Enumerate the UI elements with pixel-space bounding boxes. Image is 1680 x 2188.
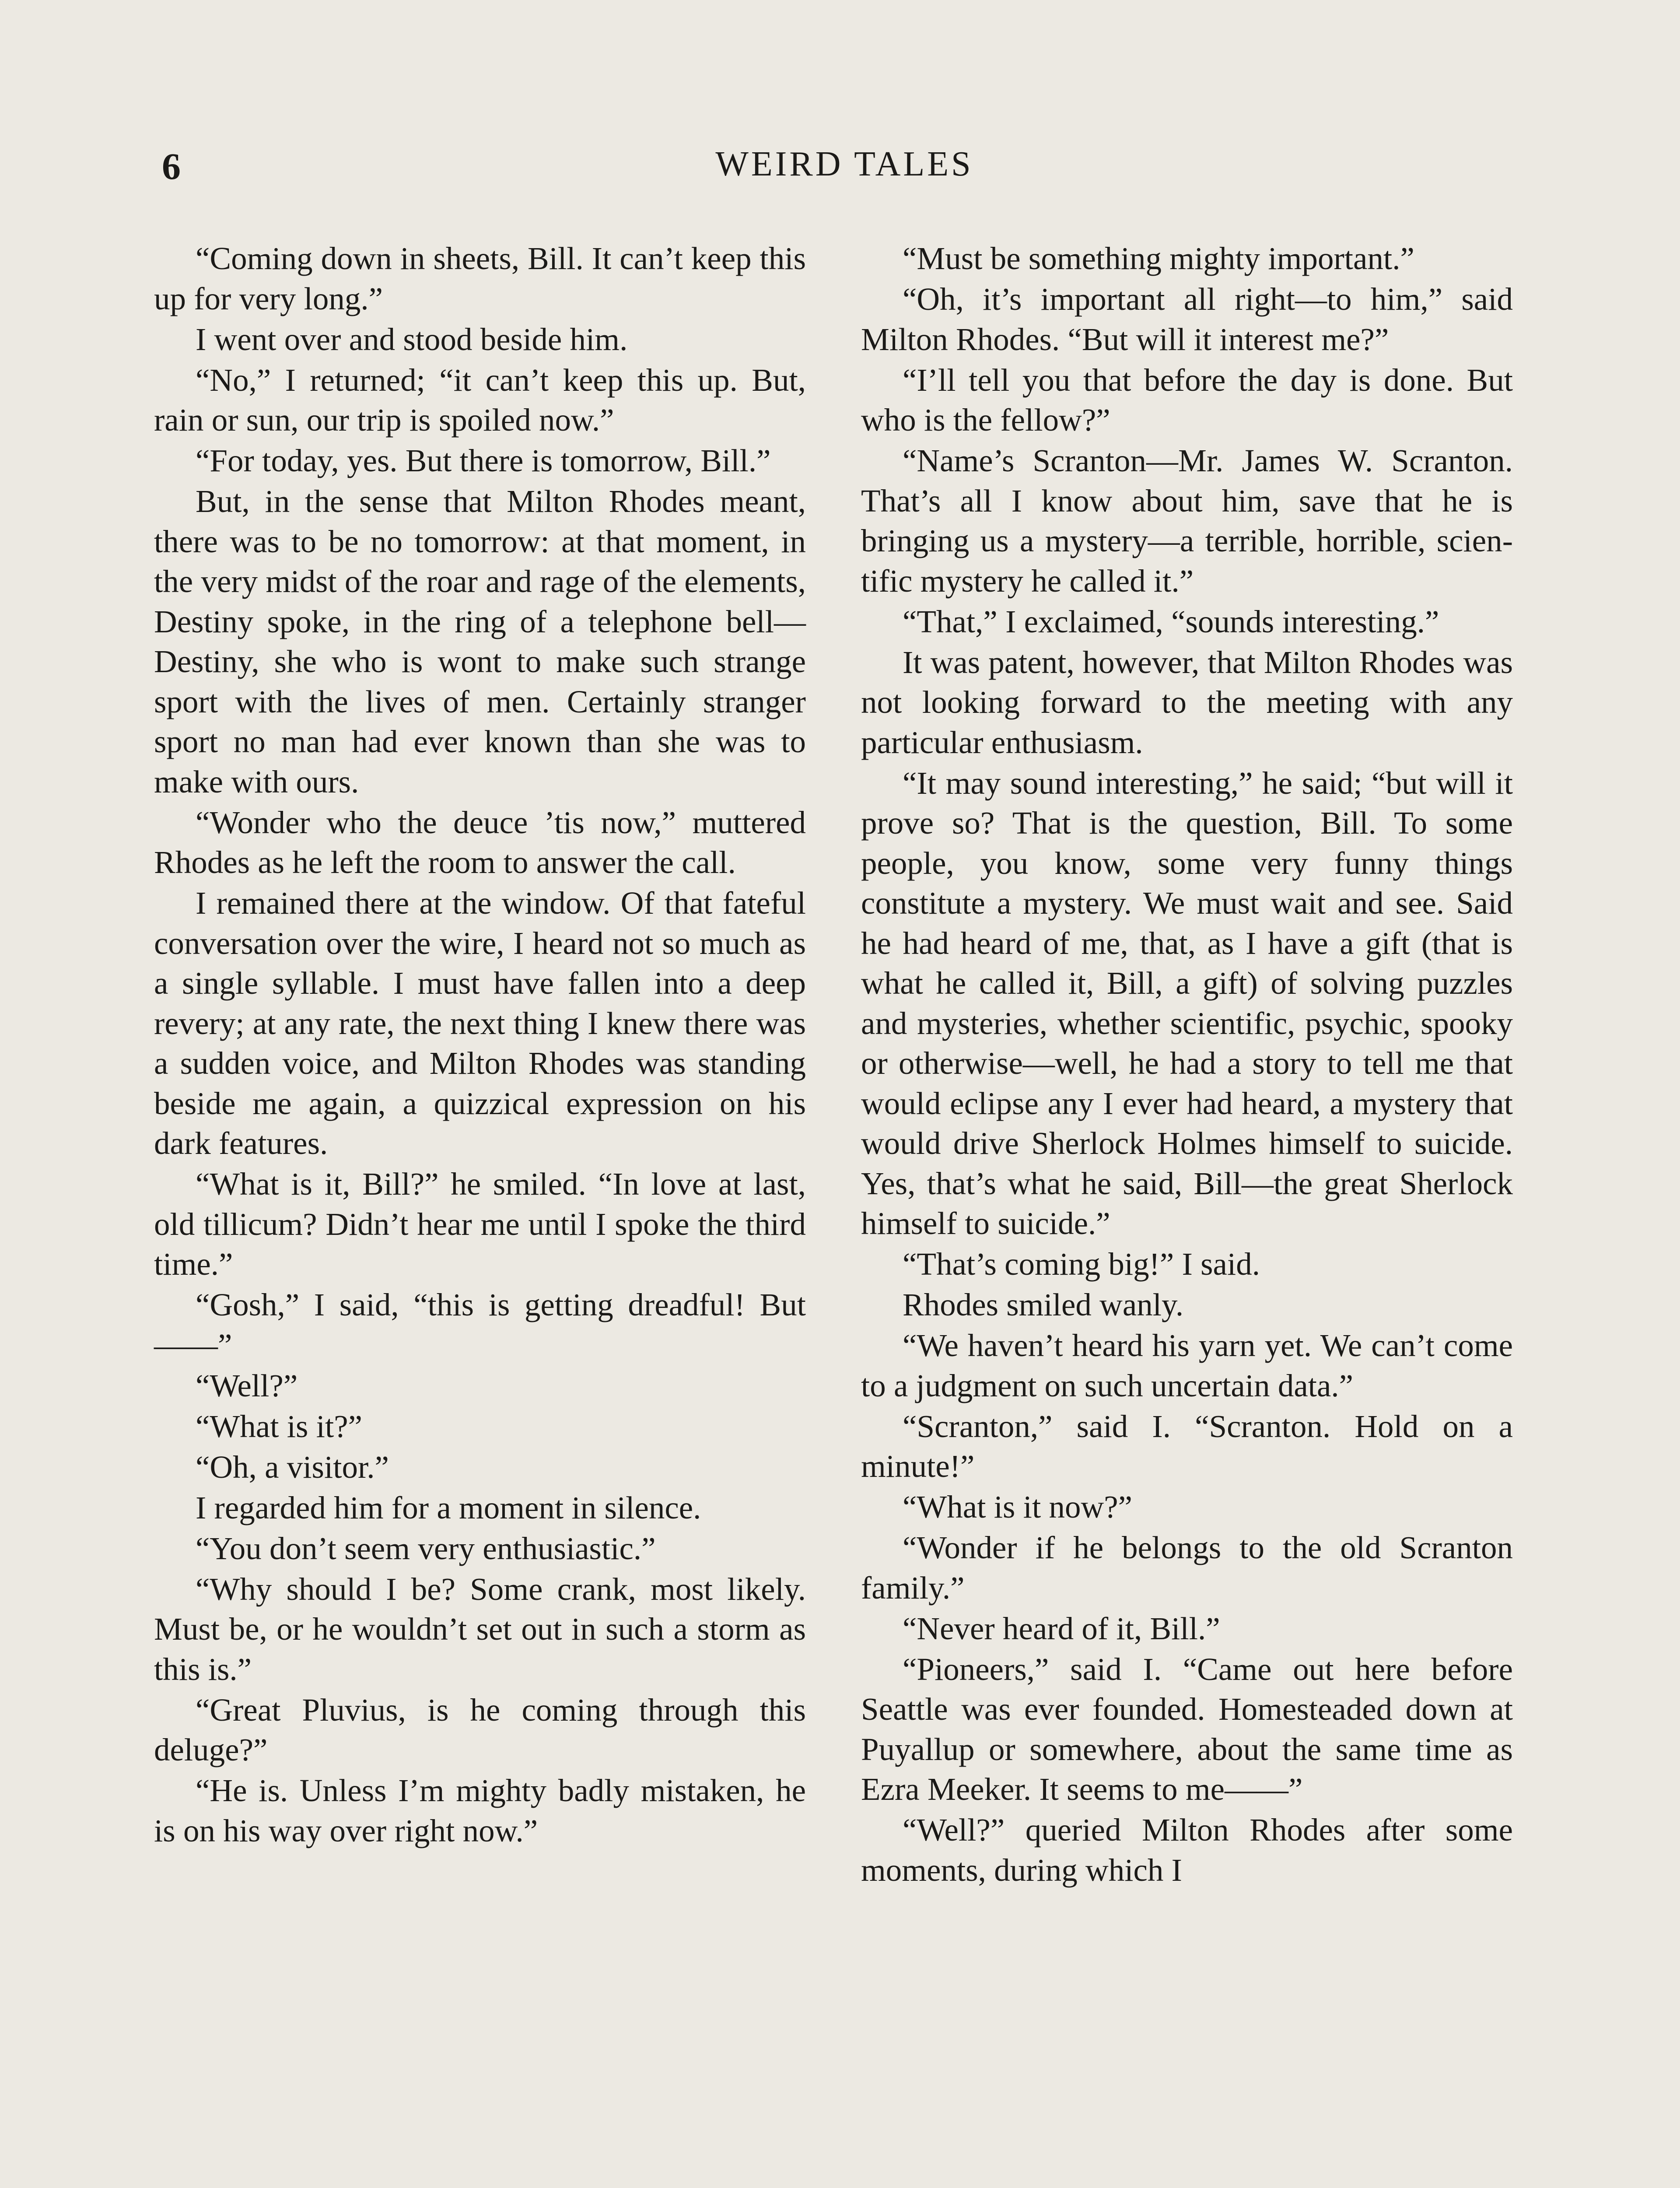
paragraph: I went over and stood beside him. bbox=[196, 321, 628, 357]
paragraph: “He is. Unless I’m mighty badly mistaken, he is on his way over right now.” bbox=[154, 1773, 806, 1848]
paragraph: “We haven’t heard his yarn yet. We can’t come to a judgment on such uncertain data.” bbox=[861, 1328, 1513, 1403]
running-head: WEIRD TALES bbox=[715, 145, 973, 183]
paragraph: I regarded him for a moment in silence. bbox=[196, 1490, 701, 1525]
right-column bbox=[861, 238, 1513, 1891]
page-header bbox=[162, 144, 1527, 197]
paragraph: “What is it now?” bbox=[903, 1489, 1133, 1525]
paragraph: “Well?” bbox=[196, 1368, 298, 1403]
paragraph: Rhodes smiled wanly. bbox=[903, 1287, 1184, 1322]
paragraph: “Oh, it’s important all right—to him,” said Milton Rhodes. “But will it interest me?” bbox=[861, 281, 1513, 357]
paragraph: “Pioneers,” said I. “Came out here before Seattle was ever founded. Homesteaded down at Puyallup or somewhere, about the same time as Ezra Meeker. It seems to me——” bbox=[861, 1651, 1513, 1807]
paragraph: “Oh, a visitor.” bbox=[196, 1449, 389, 1485]
paragraph: “Coming down in sheets, Bill. It can’t keep this up for very long.” bbox=[154, 241, 806, 316]
paragraph: “Wonder if he belongs to the old Scranton family.” bbox=[861, 1530, 1513, 1606]
paragraph: “Gosh,” I said, “this is getting dreadful! But——” bbox=[154, 1287, 806, 1363]
paragraph: “Well?” queried Milton Rhodes after some moments, during which I bbox=[861, 1812, 1513, 1888]
paragraph: “Name’s Scranton—Mr. James W. Scranton. That’s all I know about him, save that he is bringing us a mystery—a terrible, horrible, scientific mystery he called it.” bbox=[861, 443, 1513, 599]
paragraph: “What is it?” bbox=[196, 1408, 363, 1444]
paragraph: “What is it, Bill?” he smiled. “In love at last, old tillicum? Didn’t hear me until I spoke the third time.” bbox=[154, 1166, 806, 1282]
paragraph: “That’s coming big!” I said. bbox=[903, 1246, 1260, 1282]
paragraph: “That,” I exclaimed, “sounds interesting.” bbox=[903, 603, 1439, 639]
paragraph: “Must be something mighty important.” bbox=[903, 241, 1414, 276]
paragraph: “Great Pluvius, is he coming through this deluge?” bbox=[154, 1692, 806, 1767]
paragraph: “Why should I be? Some crank, most likely. Must be, or he wouldn’t set out in such a storm as this is.” bbox=[154, 1571, 806, 1687]
paragraph: “No,” I returned; “it can’t keep this up. But, rain or sun, our trip is spoiled now.” bbox=[154, 362, 806, 438]
paragraph: “You don’t seem very enthusiastic.” bbox=[196, 1530, 656, 1566]
paragraph: “It may sound interesting,” he said; “but will it prove so? That is the question, Bill. To some people, you know, some very funny things constitute a mystery. We must wait and see. Said he had heard of me, that, as I have a gift (that is what he called it, Bill, a gift) of solving puzzles and mysteries, whether scientific, psychic, spooky or otherwise—well, he had a story to tell me that would eclipse any I ever had heard, a mystery that would drive Sherlock Holmes himself to suicide. Yes, that’s what he said, Bill—the great Sherlock himself to suicide.” bbox=[861, 765, 1513, 1241]
paragraph: “Never heard of it, Bill.” bbox=[903, 1610, 1220, 1646]
paragraph: “Wonder who the deuce ’tis now,” muttered Rhodes as he left the room to answer the call. bbox=[154, 804, 806, 880]
left-column bbox=[154, 238, 806, 1851]
page-number: 6 bbox=[162, 145, 181, 187]
paragraph: But, in the sense that Milton Rhodes meant, there was to be no tomorrow: at that moment, in the very midst of the roar and rage of the elements, Destiny spoke, in the ring of a telephone bell—Destiny, she who is wont to make such strange sport with the lives of men. Certainly stranger sport no man had ever known than she was to make with ours. bbox=[154, 484, 806, 799]
paragraph: “For today, yes. But there is tomorrow, Bill.” bbox=[196, 443, 771, 478]
paragraph: “Scranton,” said I. “Scranton. Hold on a minute!” bbox=[861, 1408, 1513, 1484]
paragraph: It was patent, however, that Milton Rhodes was not looking forward to the meeting with any particular enthusiasm. bbox=[861, 644, 1513, 760]
paragraph: I remained there at the window. Of that fateful conversation over the wire, I heard not so much as a single syllable. I must have fallen into a deep revery; at any rate, the next thing I knew there was a sudden voice, and Milton Rhodes was standing beside me again, a quizzical expression on his dark features. bbox=[154, 885, 806, 1161]
paragraph: “I’ll tell you that before the day is done. But who is the fellow?” bbox=[861, 362, 1513, 438]
